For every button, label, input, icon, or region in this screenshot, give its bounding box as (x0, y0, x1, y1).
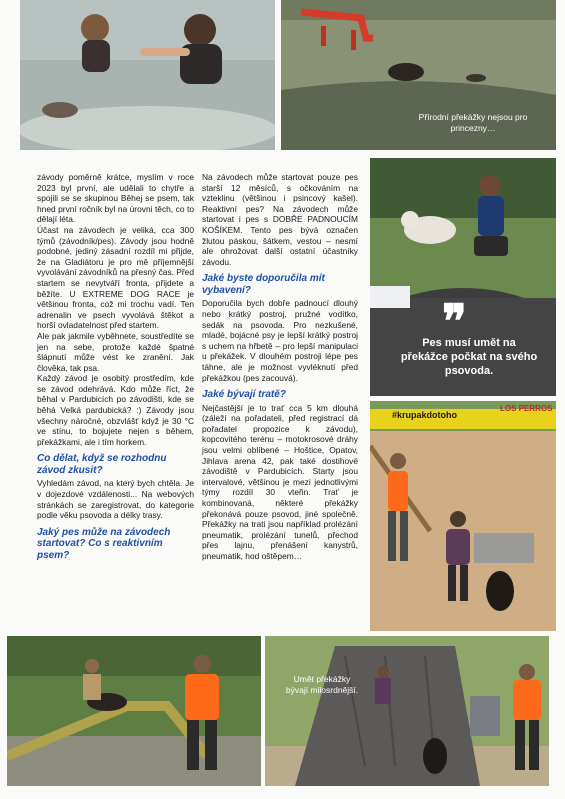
photo-climbing-wall (265, 636, 549, 786)
quote-mark-icon: ❞ (442, 294, 467, 348)
photo-children-water (20, 0, 275, 150)
paragraph: Každý závod je osobitý prostředím, kde se závod odehrává. Kdo může říct, že běhal v Pardubicích po závodišti, kde se běhá Velká pardubická? :) Závody jsou všechny náročné, obzvlášť když je 30 °C ve stínu, to bojujete nejen s během, překážkami, ale i tím horkem. (37, 373, 194, 447)
paragraph: Na závodech může startovat pouze pes starší 12 měsíců, s očkováním na vzteklinu (většinou i psincový kašel). Reaktivní pes? Na závodech může startovat i pes s DOBŘE PADNOUCÍM KOŠÍKEM. Tento pes bývá označen žlutou páskou, šátkem, vestou – nesmí ale ohrožovat další ostatní účastníky závodu. (202, 172, 358, 267)
paragraph: Doporučila bych dobře padnoucí dlouhý nebo krátký postroj, pružné vodítko, sedák na psovoda. Pro nezkušené, mladé, bojácné psy je lepší krátký postroj s uchem na hřbetě – pro lepší manipulaci u překážek. V dlouhém postroji lépe pes táhne, ale je možnost vyvléknutí před překážkou (pes zacouvá). (202, 298, 358, 383)
section-heading: Jaký pes může na závodech startovat? Co s reaktivním psem? (37, 526, 171, 561)
photo-dog-waiting (370, 158, 556, 396)
section-heading: Jaké bývají tratě? (202, 389, 286, 401)
banner-hashtag: #krupakdotoho (392, 410, 458, 420)
paragraph: závody poměrně krátce, myslím v roce 2023 byl první, ale udělali to chytře a spojili se se skupinou Běhej se psem, tak hned první ročník byl na úrovni těch, co to dělají léta. (37, 172, 194, 225)
photo-caption-obstacles: Přírodní překážky nejsou pro princezny… (418, 112, 528, 133)
paragraph: Ale pak jakmile vyběhnete, soustředíte se jen na sebe, protože každé špatné šlápnutí může vést ke zranění. Jak člověka, tak psa. (37, 330, 194, 373)
banner-logo: LOS PERROS (500, 404, 553, 413)
paragraph: Účast na závodech je veliká, cca 300 týmů (závodník/pes). Závody jsou hodně podobné, jediný zásadní rozdíl mi přijde, že na Gladiátoru je pro mě příjemnější vyvolávání závodníků na přesný čas. Před startem se nevytváří fronta, přijdete a běžíte. U EXTREME DOG RACE je většinou fronta, což mi trochu vadí. Ten adrenalin ve psech vyvolává štěkot a horší ovladatelnost před startem. (37, 224, 194, 331)
section-heading: Co dělat, když se rozhodnu závod zkusit? (37, 453, 167, 476)
paragraph: Vyhledám závod, na který bych chtěla. Je v dojezdové vzdálenosti... Na webových stránkách se zaregistrovat, do kategorie podle věku psovoda a délky trasy. (37, 478, 194, 521)
article-column-1 (37, 172, 194, 563)
photo-caption-climb: Umět překážky bývají milosrdnější. (285, 674, 359, 695)
paragraph: Nejčastější je to trať cca 5 km dlouhá (záleží na pořadateli, před registrací dá pořadatel propozice k závodu), kopcovitého terénu – motokrosové dráhy jsou velmi oblíbené – Hoštice, Opatov, Jihlava arena 42, pak také dostihové závodiště v Pardubicích. Starty jsou intervalové, většinou je mezi jednotlivými týmy rozdíl 30 vteřin. Trať je kombinovaná, některé překážky překonává pouze psovod, jiné společně. Překážky na trati jsou například prolézání pneumatik, prolézání tunelů, přechod přes lajnu, přenášení kanystrů, pneumatik, hod oštěpem… (202, 402, 358, 561)
photo-girl-dog-race (370, 401, 556, 631)
pull-quote: Pes musí umět na překážce počkat na svého psovoda. (400, 337, 538, 377)
article-column-2 (202, 172, 358, 562)
photo-obstacles-water (281, 0, 556, 150)
section-heading: Jaké byste doporučila mít vybavení? (202, 273, 325, 296)
photo-dog-ramp (7, 636, 261, 786)
